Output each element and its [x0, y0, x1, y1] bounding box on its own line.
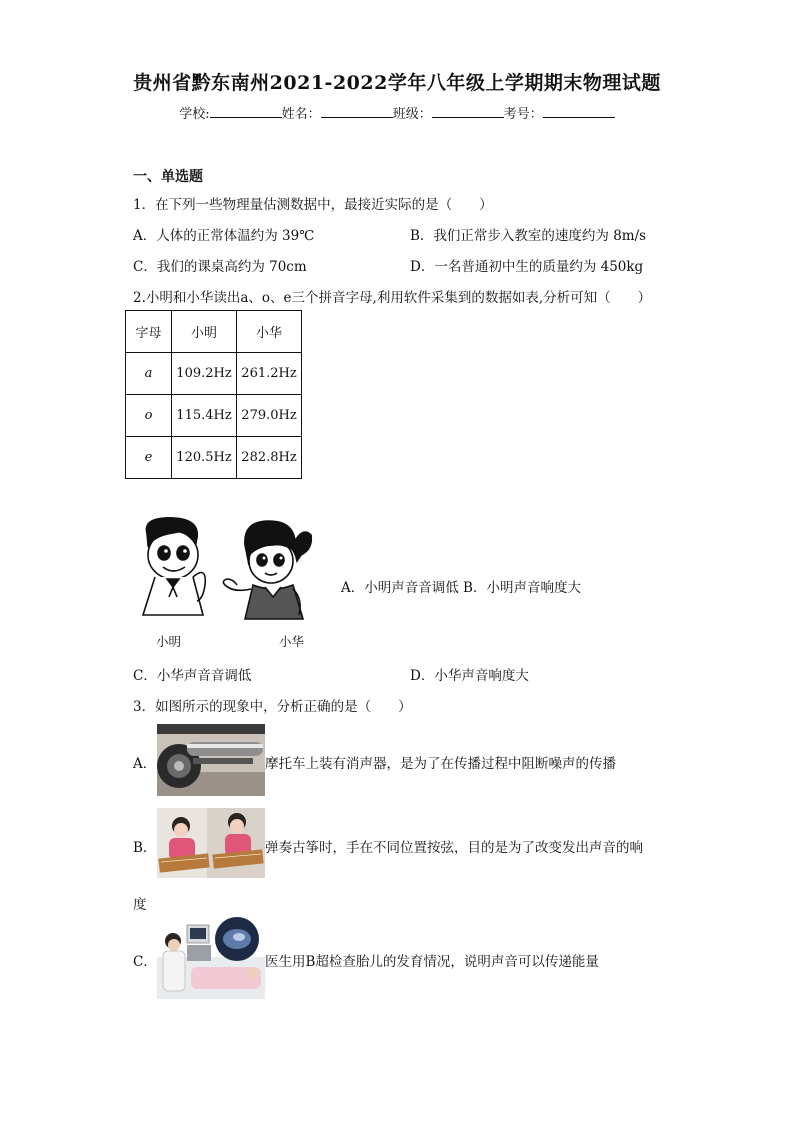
caption-xiaoming: 小明 — [156, 634, 182, 649]
table-cell: 120.5Hz — [172, 437, 237, 479]
number-label: 考号： — [503, 107, 543, 122]
name-label: 姓名： — [281, 107, 321, 122]
question-3-option-a-text: 摩托车上装有消声器，是为了在传播过程中阻断噪声的传播 — [265, 756, 616, 772]
question-3-option-a-label: A． — [133, 756, 157, 772]
question-2-stem: 2.小明和小华读出a、o、e三个拼音字母,利用软件采集到的数据如表,分析可知（ ） — [133, 290, 652, 306]
question-3-stem: 3．如图所示的现象中，分析正确的是（ ） — [133, 699, 412, 715]
student-info-line — [0, 103, 794, 122]
question-3-option-b-text-cont: 度 — [133, 897, 147, 913]
motorcycle-photo — [157, 724, 265, 796]
page-title: 贵州省黔东南州2021-2022学年八年级上学期期末物理试题 — [133, 72, 661, 94]
girl-figure — [223, 521, 311, 619]
table-row — [126, 395, 302, 437]
question-1-option-c: C．我们的课桌高约为 70cm — [133, 259, 307, 275]
guzheng-photo — [157, 808, 265, 878]
ultrasound-exam-image — [157, 917, 265, 999]
question-3-option-c-label: C． — [133, 954, 157, 970]
table-cell: 261.2Hz — [237, 353, 302, 395]
table-cell-letter: o — [126, 395, 172, 437]
caption-xiaohua: 小华 — [279, 634, 305, 649]
table-cell: 109.2Hz — [172, 353, 237, 395]
question-1-option-d: D．一名普通初中生的质量约为 450kg — [410, 259, 644, 275]
motorcycle-muffler-image — [157, 724, 265, 796]
class-label: 班级： — [392, 107, 432, 122]
school-blank — [210, 105, 282, 118]
class-blank — [432, 105, 504, 118]
table-cell-letter: e — [126, 437, 172, 479]
question-3-option-c-text: 医生用B超检查胎儿的发育情况，说明声音可以传递能量 — [265, 954, 599, 970]
children-cartoon-image — [133, 515, 333, 627]
ultrasound-photo — [157, 917, 265, 999]
table-cell-letter: a — [126, 353, 172, 395]
question-2-option-c: C．小华声音音调低 — [133, 668, 252, 684]
table-cell: 115.4Hz — [172, 395, 237, 437]
table-cell: 282.8Hz — [237, 437, 302, 479]
question-3-option-b-label: B． — [133, 840, 157, 856]
frequency-table — [125, 310, 302, 479]
table-header-cell: 字母 — [126, 311, 172, 353]
table-header-cell: 小华 — [237, 311, 302, 353]
section-heading: 一、单选题 — [133, 169, 203, 185]
table-header-cell: 小明 — [172, 311, 237, 353]
boy-figure — [143, 518, 205, 615]
name-blank — [321, 105, 393, 118]
table-cell: 279.0Hz — [237, 395, 302, 437]
table-row — [126, 437, 302, 479]
question-2-option-d: D．小华声音响度大 — [410, 668, 529, 684]
question-1-option-a: A．人体的正常体温约为 39℃ — [133, 228, 315, 244]
question-1-option-b: B．我们正常步入教室的速度约为 8m/s — [410, 228, 647, 244]
number-blank — [543, 105, 615, 118]
question-1-stem: 1．在下列一些物理量估测数据中，最接近实际的是（ ） — [133, 197, 493, 213]
question-3-option-b-text: 弹奏古筝时，手在不同位置按弦，目的是为了改变发出声音的响 — [265, 840, 643, 856]
guzheng-players-image — [157, 808, 265, 878]
school-label: 学校: — [179, 107, 210, 122]
table-header-row — [126, 311, 302, 353]
table-row — [126, 353, 302, 395]
question-2-options-ab: A．小明声音音调低 B．小明声音响度大 — [341, 580, 581, 596]
cartoon-illustration — [133, 515, 333, 627]
